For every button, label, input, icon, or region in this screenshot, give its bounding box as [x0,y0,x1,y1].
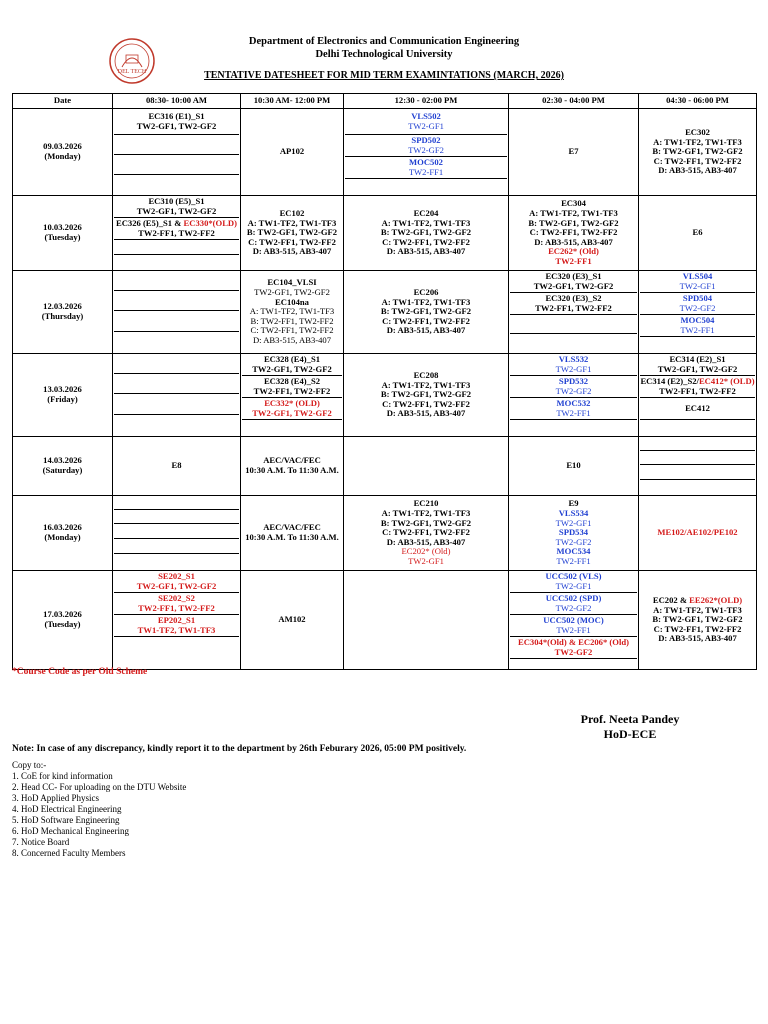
table-row [13,354,757,437]
slot-cell: EC102 A: TW1-TF2, TW1-TF3 B: TW2-GF1, TW2-GF2 C: TW2-FF1, TW2-FF2 D: AB3-515, AB3-407 [241,196,344,271]
footnote: *Course Code as per Old Scheme [12,667,148,677]
slot-cell: AEC/VAC/FEC 10:30 A.M. To 11:30 A.M. [241,496,344,571]
slot-cell: E9 VLS534 TW2-GF1 SPD534 TW2-GF2 MOC534 TW2-FF1 [509,496,639,571]
date-cell: 17.03.2026 (Tuesday) [13,571,113,670]
slot-cell: EC104_VLSI TW2-GF1, TW2-GF2 EC104na A: TW1-TF2, TW1-TF3 B: TW2-FF1, TW2-FF2 C: TW2-FF1, TW2-FF2 D: AB3-515, AB3-407 [241,271,344,354]
slot-cell: EC310 (E5)_S1 TW2-GF1, TW2-GF2 EC326 (E5)_S1 & EC330*(OLD) TW2-FF1, TW2-FF2 [113,196,241,271]
slot-cell: EC314 (E2)_S1 TW2-GF1, TW2-GF2 EC314 (E2)_S2/EC412* (OLD) TW2-FF1, TW2-FF2 EC412 [639,354,757,437]
date-cell: 14.03.2026 (Saturday) [13,437,113,496]
datesheet-table [12,93,757,670]
slot-cell: EC320 (E3)_S1 TW2-GF1, TW2-GF2 EC320 (E3)_S2 TW2-FF1, TW2-FF2 [509,271,639,354]
page-title: TENTATIVE DATESHEET FOR MID TERM EXAMINTATIONS (MARCH, 2026) [204,70,564,81]
date-cell: 09.03.2026 (Monday) [13,109,113,196]
list-item: 7. Notice Board [12,837,70,847]
slot-cell: EC328 (E4)_S1 TW2-GF1, TW2-GF2 EC328 (E4)_S2 TW2-FF1, TW2-FF2 EC332* (OLD) TW2-GF1, TW2-GF2 [241,354,344,437]
slot-cell [113,271,241,354]
slot-cell: VLS502 TW2-GF1 SPD502 TW2-GF2 MOC502 TW2-FF1 [344,109,509,196]
column-header: 12:30 - 02:00 PM [344,94,509,109]
university-name: Delhi Technological University [315,49,453,60]
list-item: 4. HoD Electrical Engineering [12,804,122,814]
signatory-name: Prof. Neeta Pandey [580,712,680,726]
slot-cell: EC304 A: TW1-TF2, TW1-TF3 B: TW2-GF1, TW2-GF2 C: TW2-FF1, TW2-FF2 D: AB3-515, AB3-407 EC262* (Old) TW2-FF1 [509,196,639,271]
list-item: 8. Concerned Faculty Members [12,848,126,858]
slot-cell: EC302 A: TW1-TF2, TW1-TF3 B: TW2-GF1, TW2-GF2 C: TW2-FF1, TW2-FF2 D: AB3-515, AB3-407 [639,109,757,196]
table-header-row [13,94,757,109]
list-item: 5. HoD Software Engineering [12,815,120,825]
slot-cell: E10 [509,437,639,496]
column-header: 02:30 - 04:00 PM [509,94,639,109]
slot-cell: VLS532 TW2-GF1 SPD532 TW2-GF2 MOC532 TW2-FF1 [509,354,639,437]
slot-cell: UCC502 (VLS) TW2-GF1 UCC502 (SPD) TW2-GF2 UCC502 (MOC) TW2-FF1 EC304*(Old) & EC206* (Old) TW2-GF2 [509,571,639,670]
slot-cell: EC208 A: TW1-TF2, TW1-TF3 B: TW2-GF1, TW2-GF2 C: TW2-FF1, TW2-FF2 D: AB3-515, AB3-407 [344,354,509,437]
slot-cell: AM102 [241,571,344,670]
signatory-role: HoD-ECE [603,727,657,741]
column-header: 08:30- 10:00 AM [113,94,241,109]
slot-cell: E6 [639,196,757,271]
slot-cell [113,354,241,437]
date-cell: 16.03.2026 (Monday) [13,496,113,571]
table-row [13,196,757,271]
slot-cell: EC204 A: TW1-TF2, TW1-TF3 B: TW2-GF1, TW2-GF2 C: TW2-FF1, TW2-FF2 D: AB3-515, AB3-407 [344,196,509,271]
copy-to-label: Copy to:- [12,760,47,770]
slot-cell [344,437,509,496]
date-cell: 12.03.2026 (Thursday) [13,271,113,354]
slot-cell: EC210 A: TW1-TF2, TW1-TF3 B: TW2-GF1, TW2-GF2 C: TW2-FF1, TW2-FF2 D: AB3-515, AB3-407 EC202* (Old) TW2-GF1 [344,496,509,571]
slot-cell: E7 [509,109,639,196]
date-cell: 13.03.2026 (Friday) [13,354,113,437]
table-row [13,109,757,196]
slot-cell: VLS504 TW2-GF1 SPD504 TW2-GF2 MOC504 TW2-FF1 [639,271,757,354]
slot-cell: AP102 [241,109,344,196]
table-row [13,496,757,571]
table-row [13,271,757,354]
list-item: 2. Head CC- For uploading on the DTU Website [12,782,187,792]
list-item: 6. HoD Mechanical Engineering [12,826,129,836]
slot-cell [344,571,509,670]
slot-cell: EC206 A: TW1-TF2, TW1-TF3 B: TW2-GF1, TW2-GF2 C: TW2-FF1, TW2-FF2 D: AB3-515, AB3-407 [344,271,509,354]
copy-to-list [12,760,186,859]
slot-cell [113,496,241,571]
discrepancy-note: Note: In case of any discrepancy, kindly report it to the department by 26th Feburary 2026, 05:00 PM positively. [12,744,467,754]
slot-cell: ME102/AE102/PE102 [639,496,757,571]
slot-cell: SE202_S1 TW2-GF1, TW2-GF2 SE202_S2 TW2-FF1, TW2-FF2 EP202_S1 TW1-TF2, TW1-TF3 [113,571,241,670]
slot-cell: E8 [113,437,241,496]
slot-cell: EC202 & EE262*(OLD) A: TW1-TF2, TW1-TF3 B: TW2-GF1, TW2-GF2 C: TW2-FF1, TW2-FF2 D: AB3-515, AB3-407 [639,571,757,670]
date-cell: 10.03.2026 (Tuesday) [13,196,113,271]
column-header: Date [13,94,113,109]
column-header: 10:30 AM- 12:00 PM [241,94,344,109]
table-row [13,571,757,670]
slot-cell: EC316 (E1)_S1 TW2-GF1, TW2-GF2 [113,109,241,196]
logo-text: DEL TECH [117,69,147,75]
department-name: Department of Electronics and Communication Engineering [248,36,520,47]
list-item: 1. CoE for kind information [12,771,113,781]
table-row [13,437,757,496]
column-header: 04:30 - 06:00 PM [639,94,757,109]
list-item: 3. HoD Applied Physics [12,793,100,803]
slot-cell: AEC/VAC/FEC 10:30 A.M. To 11:30 A.M. [241,437,344,496]
slot-cell [639,437,757,496]
